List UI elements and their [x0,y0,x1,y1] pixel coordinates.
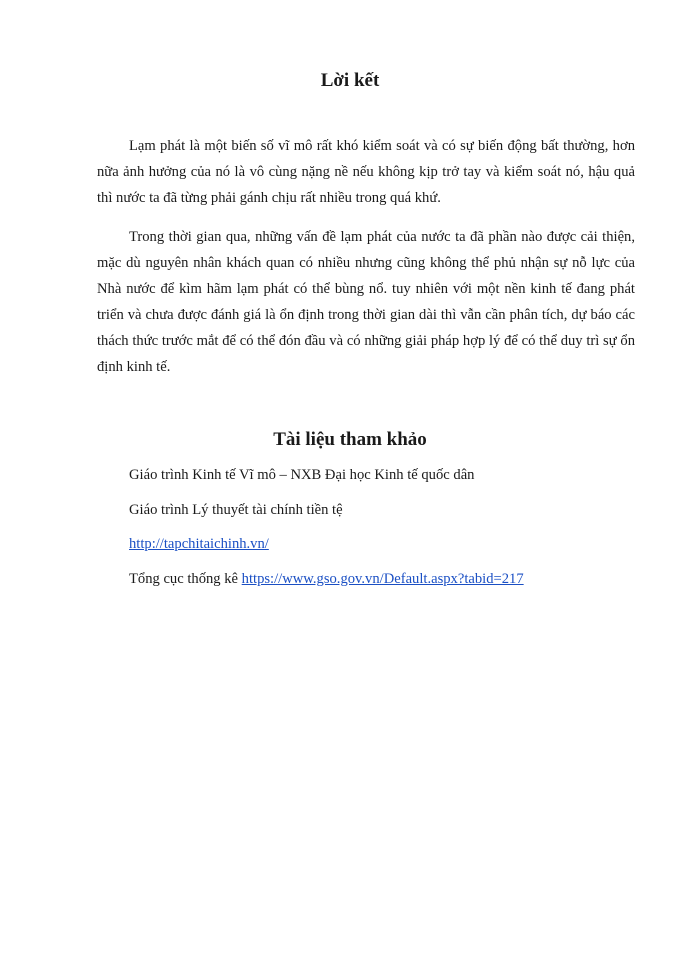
reference-item-4 [129,565,649,600]
reference-item-1 [129,461,649,496]
conclusion-heading: Lời kết [320,70,380,91]
conclusion-paragraph-1: Lạm phát là một biến số vĩ mô rất khó kiểm soát và có sự biến động bất thường, hơn nữa ảnh hưởng của nó là vô cùng nặng nề nếu không kịp trở tay và kiểm soát nó, hậu quả thì nước ta đã từng phải gánh chịu rất nhiều trong quá khứ. [97,138,635,206]
reference-item-2 [129,496,649,531]
tapchitaichinh-link[interactable]: http://tapchitaichinh.vn/ [129,536,269,552]
gso-link[interactable]: https://www.gso.gov.vn/Default.aspx?tabid=217 [241,570,524,587]
reference-text: Giáo trình Kinh tế Vĩ mô – NXB Đại học Kinh tế quốc dân [129,467,475,483]
reference-text: Giáo trình Lý thuyết tài chính tiền tệ [129,501,343,518]
conclusion-paragraph-2: Trong thời gian qua, những vấn đề lạm phát của nước ta đã phần nào được cải thiện, mặc dù nguyên nhân khách quan có nhiều nhưng cũng không thể phủ nhận sự nỗ lực của Nhà nước để kìm hãm lạm phát có thể bùng nổ. tuy nhiên với một nền kinh tế đang phát triển và chưa được đánh giá là ổn định trong thời gian dài thì vẫn cần phân tích, dự báo các thách thức trước mắt để có thể đón đầu và có những giải pháp hợp lý để có thể duy trì sự ổn định kinh tế. [97,229,635,375]
references-heading: Tài liệu tham khảo [273,429,427,450]
reference-text: Tổng cục thống kê [129,570,242,587]
reference-item-3 [129,530,649,565]
references-list [129,461,649,599]
